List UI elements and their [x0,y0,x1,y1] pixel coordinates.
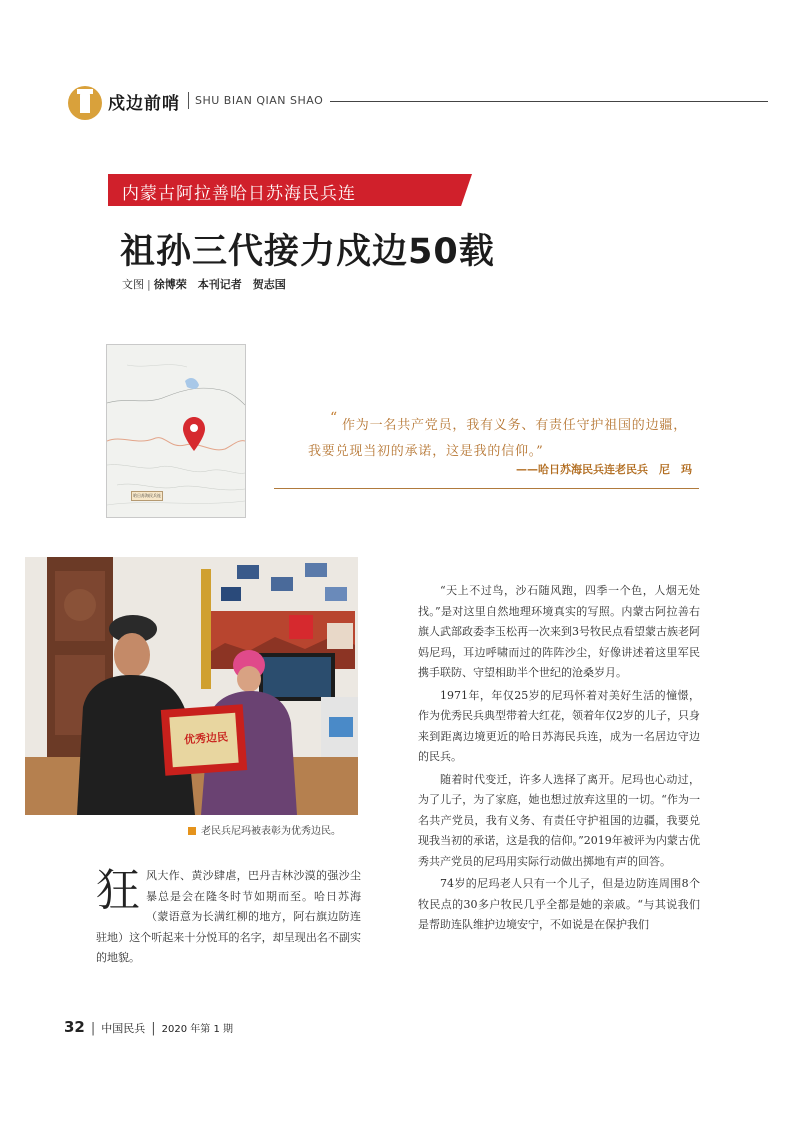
byline: 文图 | 徐博荣 本刊记者 贺志国 [122,278,286,291]
kicker-text: 内蒙古阿拉善哈日苏海民兵连 [122,184,356,204]
issue-number: 2020 年第 1 期 [161,1024,234,1035]
magazine-name: 中国民兵 [101,1022,146,1035]
body-left-column [96,866,361,969]
body-paragraph: 随着时代变迁，许多人选择了离开。尼玛也心动过，为了儿子，为了家庭，她也想过放弃这里的一切。“作为一名共产党员，我有义务、有责任守护祖国的边疆，我要兑现我当初的承诺，这是我的信仰。”2019年被评为内蒙古优秀共产党员的尼玛用实际行动做出掷地有声的回答。 [418,772,700,868]
byline-authors: 徐博荣 本刊记者 贺志国 [153,278,286,291]
body-paragraph: 1971年，年仅25岁的尼玛怀着对美好生活的憧憬，作为优秀民兵典型带着大红花，领着年仅2岁的儿子，只身来到距离边境更近的哈日苏海民兵连，成为一名居边守边的民兵。 [418,688,700,763]
quote-rule [274,488,699,489]
article-photo [25,557,358,815]
photo-illustration [25,557,358,815]
section-pinyin: SHU BIAN QIAN SHAO [195,94,324,107]
footer-divider: | [151,1021,156,1036]
header-divider [188,92,189,109]
footer-divider: | [90,1021,96,1036]
caption-marker-icon [188,827,196,835]
pull-quote-line2: 我要兑现当初的承诺，这是我的信仰。” [308,444,544,459]
body-left-text: 风大作、黄沙肆虐，巴丹吉林沙漠的强沙尘暴总是会在隆冬时节如期而至。哈日苏海（蒙语意为长满红柳的地方，阿右旗边防连驻地）这个听起来十分悦耳的名字，却呈现出名不副实的地貌。 [96,869,361,964]
body-paragraph: “天上不过鸟，沙石随风跑，四季一个色，人烟无处找。”是对这里自然地理环境真实的写照。内蒙古阿拉善右旗人武部政委李玉松再一次来到3号牧民点看望蒙古族老阿妈尼玛，耳边呼啸而过的阵阵沙尘，好像讲述着这里军民携手联防、守望相助半个世纪的沧桑岁月。 [418,584,700,679]
pull-quote-source: ——哈日苏海民兵连老民兵 尼 玛 [516,463,692,476]
pull-quote-line1: 作为一名共产党员，我有义务、有责任守护祖国的边疆， [342,418,688,433]
map-label: 哈日苏海民兵连 [131,491,163,501]
quote-open-mark: “ [330,410,338,426]
location-map [106,344,246,518]
map-graphic [107,345,245,517]
body-right-column [418,581,700,938]
header-rule [330,101,768,102]
dropcap: 狂 [96,865,140,916]
photo-caption-text: 老民兵尼玛被表彰为优秀边民。 [201,826,341,837]
section-title: 戍边前哨 [108,94,180,114]
page-number: 32 [64,1018,85,1036]
byline-prefix: 文图 [122,278,144,291]
section-logo-icon [68,86,102,120]
photo-caption [188,822,341,837]
page-footer [64,1017,233,1036]
article-title: 祖孙三代接力戍边50载 [120,232,495,272]
body-paragraph: 74岁的尼玛老人只有一个儿子，但是边防连周围8个牧民点的30多户牧民几乎全都是她的亲戚。“与其说我们是帮助连队维护边境安宁，不如说是在保护我们 [418,877,700,931]
plaque-text: 优秀边民 [183,730,229,747]
